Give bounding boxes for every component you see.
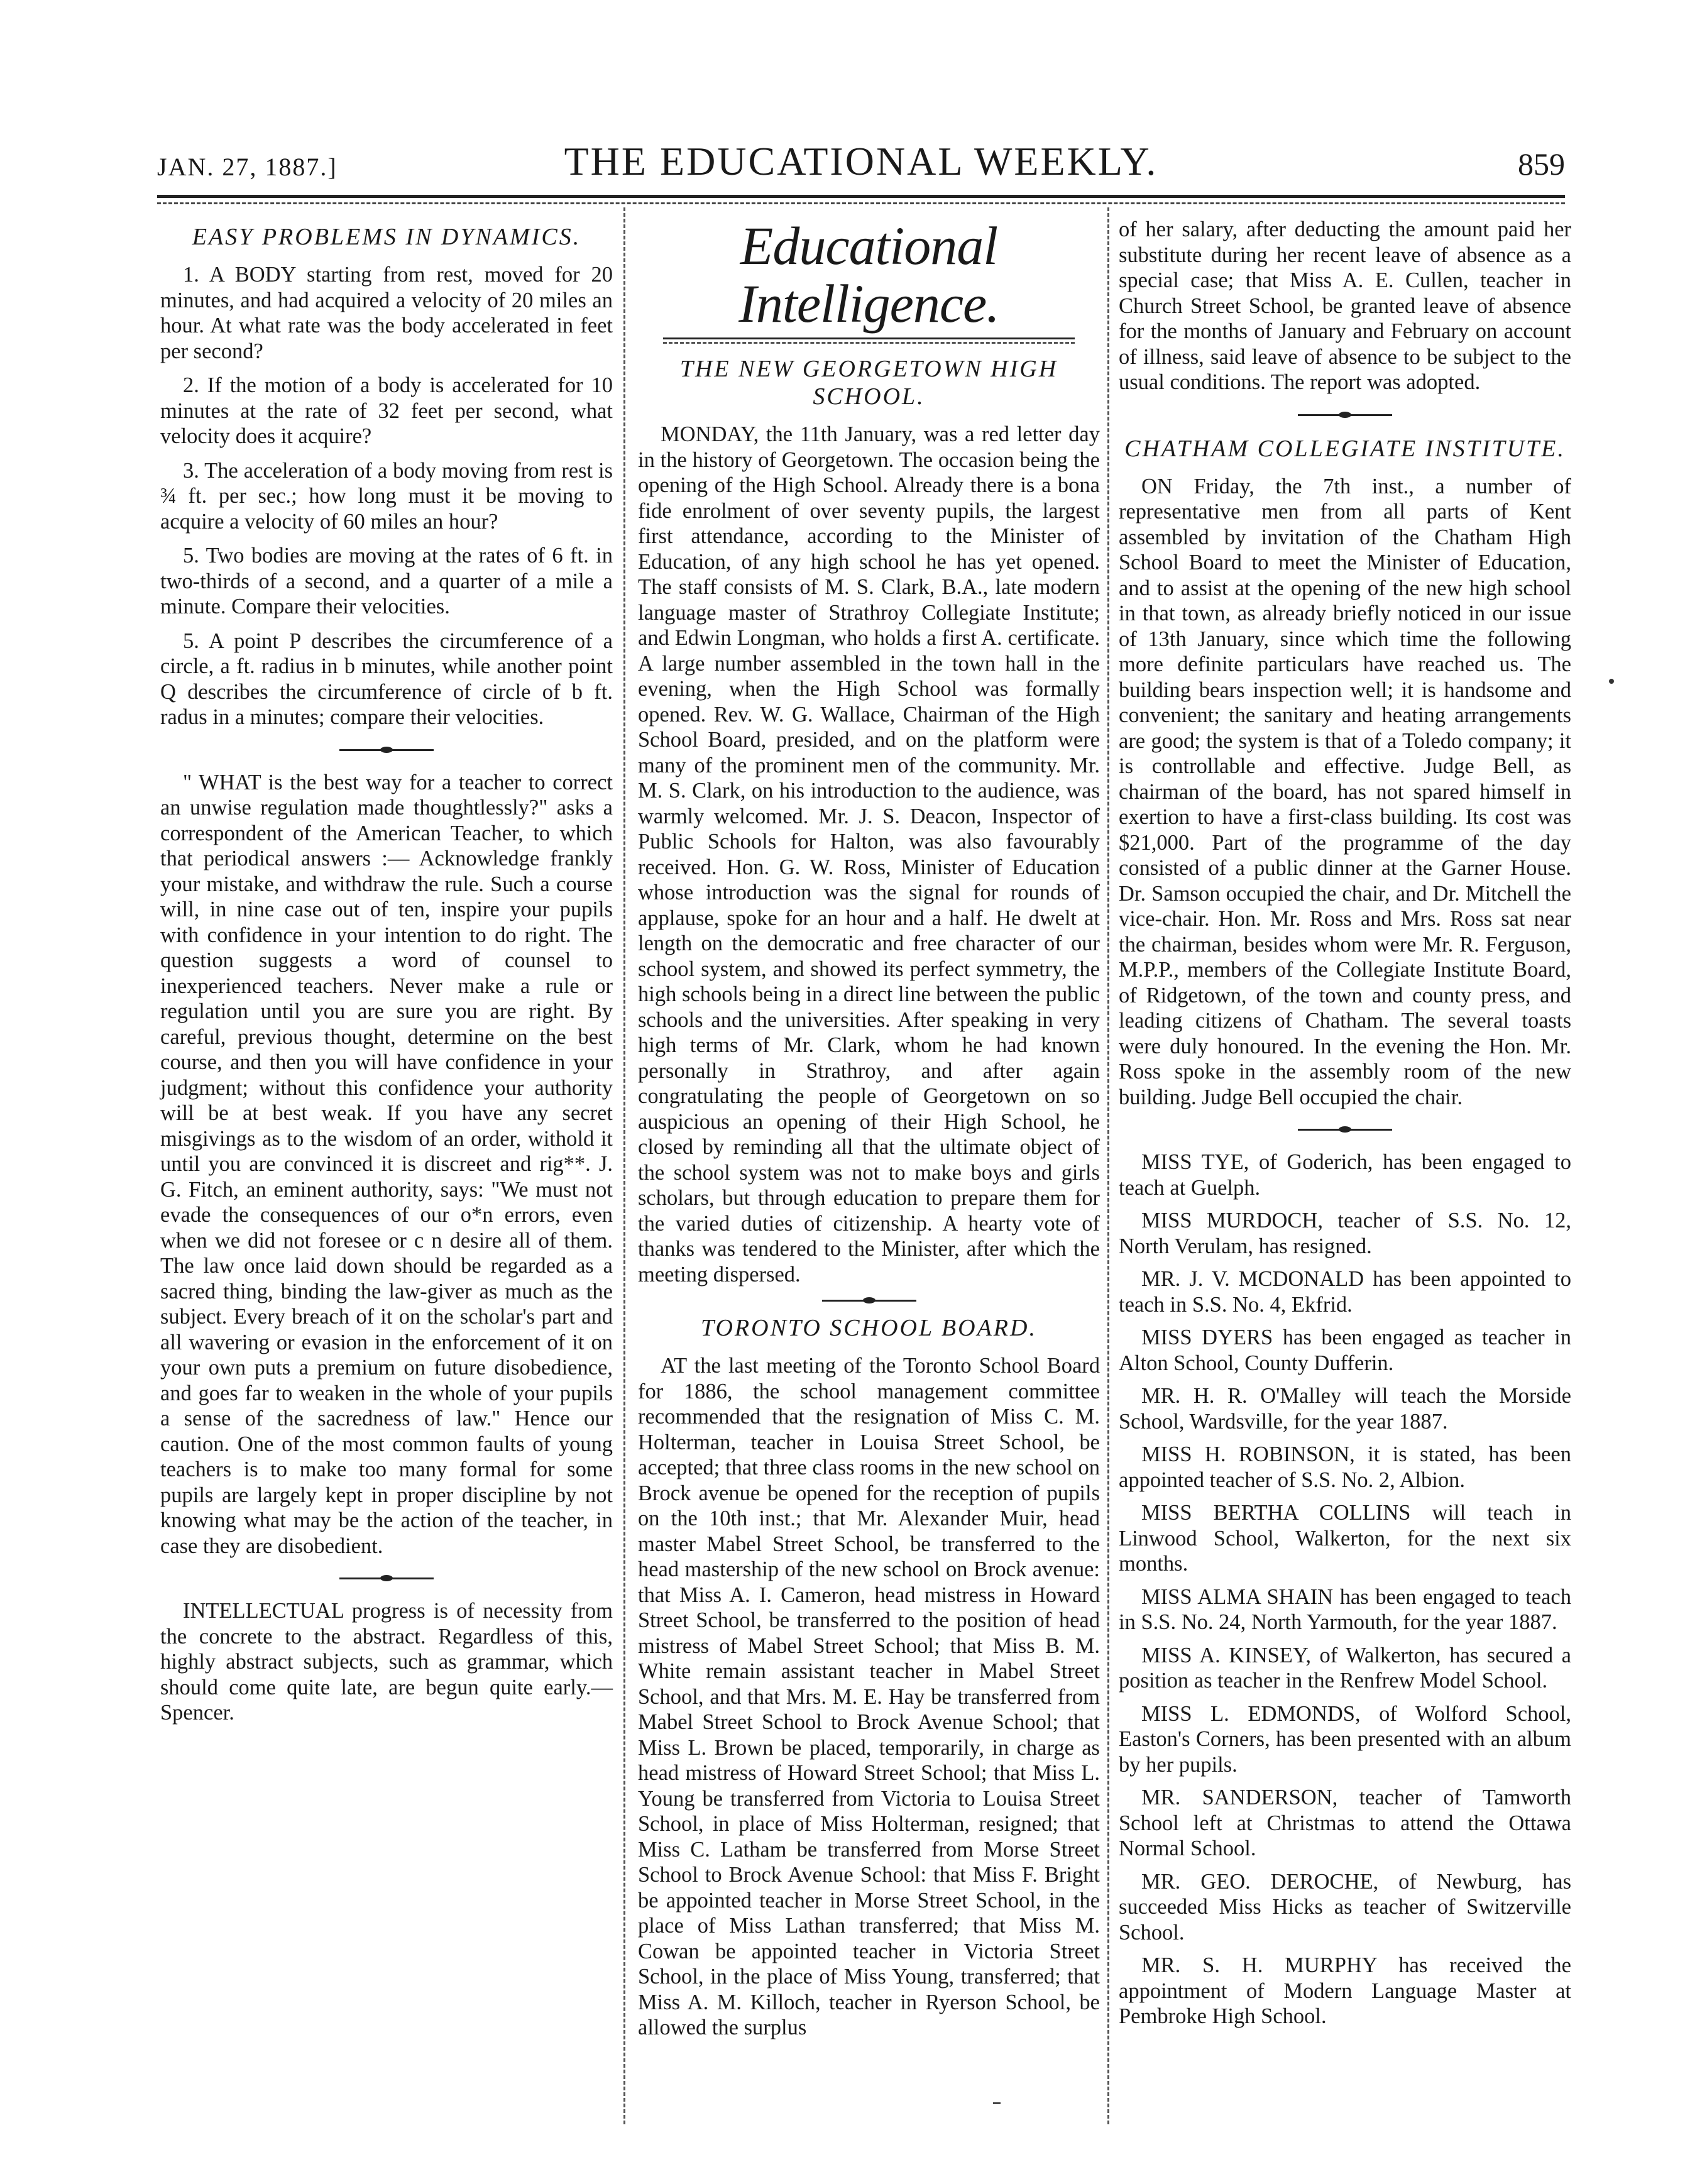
georgetown-heading: THE NEW GEORGETOWN HIGH SCHOOL. — [679, 356, 1058, 410]
dynamics-heading: EASY PROBLEMS IN DYNAMICS. — [192, 224, 581, 250]
column-divider — [1107, 207, 1109, 2124]
toronto-article: AT the last meeting of the Toronto School Board for 1886, the school management committee recommended that the resignation of Miss C. M. Holterman, teacher in Louisa Street School, be accepted; that three class rooms in the new school on Brock avenue be opened for the reception of pupils on the 10th inst.; that Mr. Alexander Muir, head master Mabel Street School, be transferred to the head mastership of the new school on Brock avenue: that Miss A. I. Cameron, head mistress in Howard Street School, be transferred to the position of head mistress of Mabel Street School; that Miss B. M. White remain assistant teacher in Mabel Street School, and that Mrs. M. E. Hay be transferred from Mabel Street School to Brock Avenue School; that Miss L. Brown be placed, temporarily, in charge as head mistress of Howard Street School; that Miss L. Young be transferred from Victoria to Louisa Street School, in place of Miss Holterman, resigned; that Miss C. Latham be transferred from Morse Street School to Brock Avenue School: that Miss F. Bright be appointed teacher in Morse Street School, in the place of Miss Lathan transferred; that Miss M. Cowan be appointed teacher in Victoria Street School, in the place of Miss Young, transferred; that Miss A. M. Killoch, teacher in Ryerson School, be allowed the surplus — [638, 1354, 1100, 2039]
section-banner: Educational Intelligence. — [738, 216, 999, 334]
column-divider — [623, 207, 625, 2124]
section-separator — [1298, 1129, 1392, 1131]
note-item: MISS BERTHA COLLINS will teach in Linwood School, Walkerton, for the next six months. — [1119, 1501, 1571, 1576]
note-item: MISS ALMA SHAIN has been engaged to teach in S.S. No. 24, North Yarmouth, for the year 1887. — [1119, 1584, 1571, 1634]
note-item: MISS MURDOCH, teacher of S.S. No. 12, North Verulam, has resigned. — [1119, 1209, 1571, 1258]
note-item: MISS H. ROBINSON, it is stated, has been appointed teacher of S.S. No. 2, Albion. — [1119, 1442, 1571, 1492]
banner-rule-dashed — [663, 342, 1075, 344]
note-item: MISS A. KINSEY, of Walkerton, has secured a position as teacher in the Renfrew Model School. — [1119, 1643, 1571, 1693]
teacher-article: " WHAT is the best way for a teacher to correct an unwise regulation made thoughtlessly?" asks a correspondent of the American Teacher, to which that periodical answers :— Acknowledge frankly your mistake, and withdraw the rule. Such a course will, in nine case out of ten, inspire your pupils with confidence in your intention to do right. The question suggests a word of counsel to inexperienced teachers. Never make a rule or regulation until you are sure you are right. By careful, previous thought, determine on the best course, and then you will have confidence in your judgment; without this confidence your authority will be at best weak. If you have any secret misgivings as to the wisdom of an order, withold it until you are convinced it is discreet and rig**. J. G. Fitch, an eminent authority, says: "We must not evade the consequences of our o*n errors, even when we did not foresee or c n desire all of them. The law once laid down should be regarded as a sacred thing, binding the law-giver as much as the subject. Every breach of it on the scholar's part and all wavering or evasion in the enforcement of it on your own puts a premium on future disobedience, and goes far to weaken in the whole of your pupils a sense of the sacredness of law." Hence our caution. One of the most common faults of young teachers is to make too many formal for some pupils are largely kept in proper discipline by not knowing what may be the action of the teacher, in case they are disobedient. — [160, 770, 613, 1558]
print-speck — [1609, 679, 1614, 684]
note-item: MR. SANDERSON, teacher of Tamworth School left at Christmas to attend the Ottawa Normal School. — [1119, 1786, 1571, 1860]
note-item: MR. GEO. DEROCHE, of Newburg, has succeeded Miss Hicks as teacher of Switzerville School. — [1119, 1869, 1571, 1945]
header-rule-dashed — [157, 202, 1565, 204]
note-item: MR. S. H. MURPHY has received the appointment of Modern Language Master at Pembroke High School. — [1119, 1953, 1571, 2028]
section-separator — [822, 1300, 916, 1302]
note-item: MISS DYERS has been engaged as teacher in Alton School, County Dufferin. — [1119, 1325, 1571, 1375]
personal-notes — [1119, 1150, 1571, 2029]
note-item: MR. J. V. MCDONALD has been appointed to teach in S.S. No. 4, Ekfrid. — [1119, 1267, 1571, 1317]
section-separator — [339, 1578, 434, 1579]
toronto-continued: of her salary, after deducting the amount paid her substitute during her recent leave of absence as a special case; that Miss A. E. Cullen, teacher in Church Street School, be granted leave of absence for the months of January and February on account of illness, said leave of absence to be subject to the usual conditions. The report was adopted. — [1119, 217, 1571, 394]
header-rule — [157, 195, 1565, 198]
masthead-title: THE EDUCATIONAL WEEKLY. — [564, 139, 1158, 184]
problem-item: 3. The acceleration of a body moving from rest is ¾ ft. per sec.; how long must it be moving to acquire a velocity of 60 miles an hour? — [160, 458, 613, 534]
column-right — [1119, 217, 1571, 2037]
section-separator — [339, 749, 434, 751]
section-separator — [1298, 414, 1392, 416]
page-header — [157, 138, 1565, 189]
issue-date: JAN. 27, 1887.] — [157, 153, 338, 181]
column-left — [160, 217, 613, 1735]
spencer-quote: INTELLECTUAL progress is of necessity from the concrete to the abstract. Regardless of this, highly abstract subjects, such as grammar, which should come quite late, are begun quite early.—Spencer. — [160, 1599, 613, 1725]
problem-item: 2. If the motion of a body is accelerated for 10 minutes at the rate of 32 feet per second, what velocity does it acquire? — [160, 373, 613, 448]
print-mark — [993, 2102, 1001, 2104]
problem-item: 1. A BODY starting from rest, moved for 20 minutes, and had acquired a velocity of 20 miles an hour. At what rate was the body accelerated in feet per second? — [160, 263, 613, 363]
note-item: MR. H. R. O'Malley will teach the Morside School, Wardsville, for the year 1887. — [1119, 1384, 1571, 1434]
column-middle — [638, 217, 1100, 2050]
toronto-heading: TORONTO SCHOOL BOARD. — [701, 1315, 1037, 1341]
georgetown-article: MONDAY, the 11th January, was a red letter day in the history of Georgetown. The occasion being the opening of the High School. Already there is a bona fide enrolment of over seventy pupils, the largest first attendance, according to the Minister of Education, of any high school he has yet opened. The staff consists of M. S. Clark, B.A., late modern language master of Strathroy Collegiate Institute; and Edwin Longman, who holds a first A. certificate. A large number assembled in the town hall in the evening, when the High School was formally opened. Rev. W. G. Wallace, Chairman of the High School Board, presided, and on the platform were many of the prominent men of the community. Mr. M. S. Clark, on his introduction to the audience, was warmly welcomed. Mr. J. S. Deacon, Inspector of Public Schools for Halton, was also favourably received. Hon. G. W. Ross, Minister of Education whose introduction was the signal for rounds of applause, spoke for an hour and a half. He dwelt at length on the democratic and free character of our school system, and showed its perfect symmetry, the high schools being in a direct line between the public schools and the universities. After speaking in very high terms of Mr. Clark, whom he had known personally in Strathroy, and after again congratulating the people of Georgetown on so auspicious an opening of their High School, he closed by reminding all that the ultimate object of the school system was not to make boys and girls scholars, but through education to prepare them for the varied duties of citizenship. A hearty vote of thanks was tendered to the Minister, after which the meeting dispersed. — [638, 422, 1100, 1287]
problem-item: 5. A point P describes the circumference of a circle, a ft. radius in b minutes, while another point Q describes the circumference of circle of b ft. radus in a minutes; compare their velocities. — [160, 628, 613, 729]
chatham-article: ON Friday, the 7th inst., a number of representative men from all parts of Kent assembled by invitation of the Chatham High School Board to meet the Minister of Education, and to assist at the opening of the new high school in that town, as already briefly noticed in our issue of 13th January, since which time the following more definite particulars have reached us. The building bears inspection well; it is handsome and convenient; the sanitary and heating arrangements are good; the system is that of a Toledo company; it is controllable and effective. Judge Bell, as chairman of the board, has not spared himself in exertion to have a first-class building. Its cost was $21,000. Part of the programme of the day consisted of a public dinner at the Garner House. Dr. Samson occupied the chair, and Dr. Mitchell the vice-chair. Hon. Mr. Ross and Mrs. Ross sat near the chairman, besides whom were Mr. R. Ferguson, M.P.P., members of the Collegiate Institute Board, of Ridgetown, of the town and county press, and leading citizens of Chatham. The several toasts were duly honoured. In the evening the Hon. Mr. Ross spoke in the assembly room of the new building. Judge Bell occupied the chair. — [1119, 474, 1571, 1109]
banner-rule — [663, 337, 1075, 339]
page-number: 859 — [1518, 146, 1565, 182]
note-item: MISS L. EDMONDS, of Wolford School, Easton's Corners, has been presented with an album by her pupils. — [1119, 1701, 1571, 1777]
problem-item: 5. Two bodies are moving at the rates of 6 ft. in two-thirds of a second, and a quarter of a mile a minute. Compare their velocities. — [160, 544, 613, 618]
chatham-heading: CHATHAM COLLEGIATE INSTITUTE. — [1124, 435, 1566, 462]
note-item: MISS TYE, of Goderich, has been engaged to teach at Guelph. — [1119, 1150, 1571, 1200]
